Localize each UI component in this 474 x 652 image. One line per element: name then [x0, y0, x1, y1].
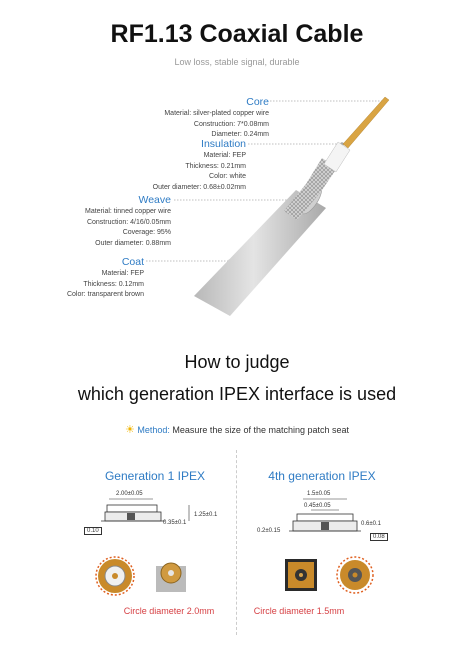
layer-detail: Thickness: 0.21mm [185, 162, 246, 170]
gen4-drawing [285, 497, 365, 541]
gen4-dim-width: 1.5±0.05 [307, 491, 331, 497]
gen4-title: 4th generation IPEX [268, 469, 376, 483]
method-label: Method: [137, 425, 170, 435]
gen4-photo-connector [333, 553, 381, 597]
gen1-circle-caption: Circle diameter 2.0mm [123, 606, 215, 616]
judge-heading-line1: How to judge [184, 352, 290, 372]
gen1-dim-width: 2.00±0.05 [116, 491, 143, 497]
layer-detail: Material: FEP [203, 152, 246, 159]
gen4-photo-receptacle [282, 556, 320, 594]
layer-detail: Color: transparent brown [66, 291, 144, 298]
layer-detail: Coverage: 95% [122, 229, 171, 236]
layer-detail: Material: silver-plated copper wire [164, 110, 269, 117]
gen1-dim-tol: 0.10 [84, 527, 102, 535]
gen4-dim-tol: 0.08 [370, 533, 388, 541]
layer-detail: Material: tinned copper wire [85, 208, 171, 215]
method-text: Measure the size of the matching patch seat [172, 425, 350, 435]
gen1-photo-receptacle [150, 556, 194, 598]
page-title: RF1.13 Coaxial Cable [110, 20, 364, 48]
layer-detail: Outer diameter: 0.68±0.02mm [152, 183, 246, 191]
cable-illustration [0, 80, 474, 320]
gen1-dim-foot: 0.35±0.1 [163, 520, 187, 526]
layer-name: Coat [121, 256, 144, 268]
layer-detail: Outer diameter: 0.88mm [95, 239, 171, 247]
gen4-dim-foot: 0.2±0.15 [257, 528, 281, 534]
layer-name: Insulation [201, 138, 246, 150]
lightbulb-icon: ☀ [124, 424, 135, 436]
layer-detail: Color: white [209, 173, 246, 180]
gen1-dim-height: 1.25±0.1 [194, 512, 218, 518]
layer-detail: Material: FEP [101, 270, 144, 277]
gen1-photo-connector [92, 556, 142, 598]
gen4-dim-height: 0.6±0.1 [361, 521, 381, 527]
layer-name: Core [246, 96, 269, 108]
gen4-dim-inner: 0.45±0.05 [304, 503, 331, 509]
page-subtitle: Low loss, stable signal, durable [174, 57, 300, 67]
judge-heading-line2: which generation IPEX interface is used [77, 384, 397, 404]
method-line [0, 423, 474, 436]
layer-name: Weave [138, 194, 171, 206]
layer-detail: Construction: 7*0.08mm [193, 120, 269, 128]
gen4-circle-caption: Circle diameter 1.5mm [253, 606, 345, 616]
gen1-title: Generation 1 IPEX [104, 469, 206, 483]
cable-core [343, 97, 389, 148]
gen1-drawing [95, 497, 205, 537]
layer-detail: Construction: 4/16/0.05mm [86, 218, 171, 226]
layer-detail: Diameter: 0.24mm [211, 131, 269, 138]
layer-detail: Thickness: 0.12mm [83, 280, 144, 288]
